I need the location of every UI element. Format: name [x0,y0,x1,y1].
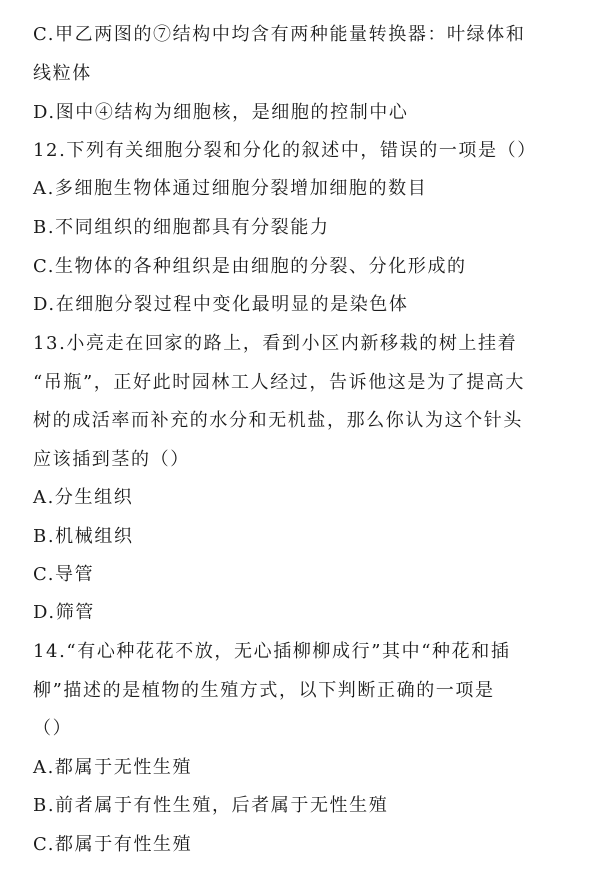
q14-stem-line3: （） [33,718,73,739]
q11-option-c-line1: C.甲乙两图的⑦结构中均含有两种能量转换器：叶绿体和 [33,24,526,45]
q13-option-b: B.机械组织 [33,526,134,547]
q13-option-d: D.筛管 [33,602,95,623]
q14-option-b: B.前者属于有性生殖，后者属于无性生殖 [33,795,389,816]
q12-option-d: D.在细胞分裂过程中变化最明显的是染色体 [33,294,409,315]
q14-option-a: A.都属于无性生殖 [33,757,193,778]
q14-stem-line1: 14.“有心种花花不放，无心插柳柳成行”其中“种花和插 [33,641,511,662]
q14-option-c: C.都属于有性生殖 [33,834,193,855]
q13-option-c: C.导管 [33,564,95,585]
q13-option-a: A.分生组织 [33,487,134,508]
q12-option-c: C.生物体的各种组织是由细胞的分裂、分化形成的 [33,256,467,277]
q13-stem-line2: “吊瓶”，正好此时园林工人经过，告诉他这是为了提高大 [33,372,526,393]
q12-stem: 12.下列有关细胞分裂和分化的叙述中，错误的一项是（） [33,140,537,161]
q11-option-c-line2: 线粒体 [33,63,92,84]
q11-option-d: D.图中④结构为细胞核，是细胞的控制中心 [33,102,409,123]
q14-stem-line2: 柳”描述的是植物的生殖方式，以下判断正确的一项是 [33,680,495,701]
q13-stem-line1: 13.小亮走在回家的路上，看到小区内新移栽的树上挂着 [33,333,518,354]
q13-stem-line3: 树的成活率而补充的水分和无机盐，那么你认为这个针头 [33,410,523,431]
q13-stem-line4: 应该插到茎的（） [33,449,190,470]
q12-option-b: B.不同组织的细胞都具有分裂能力 [33,217,330,238]
q12-option-a: A.多细胞生物体通过细胞分裂增加细胞的数目 [33,178,428,199]
